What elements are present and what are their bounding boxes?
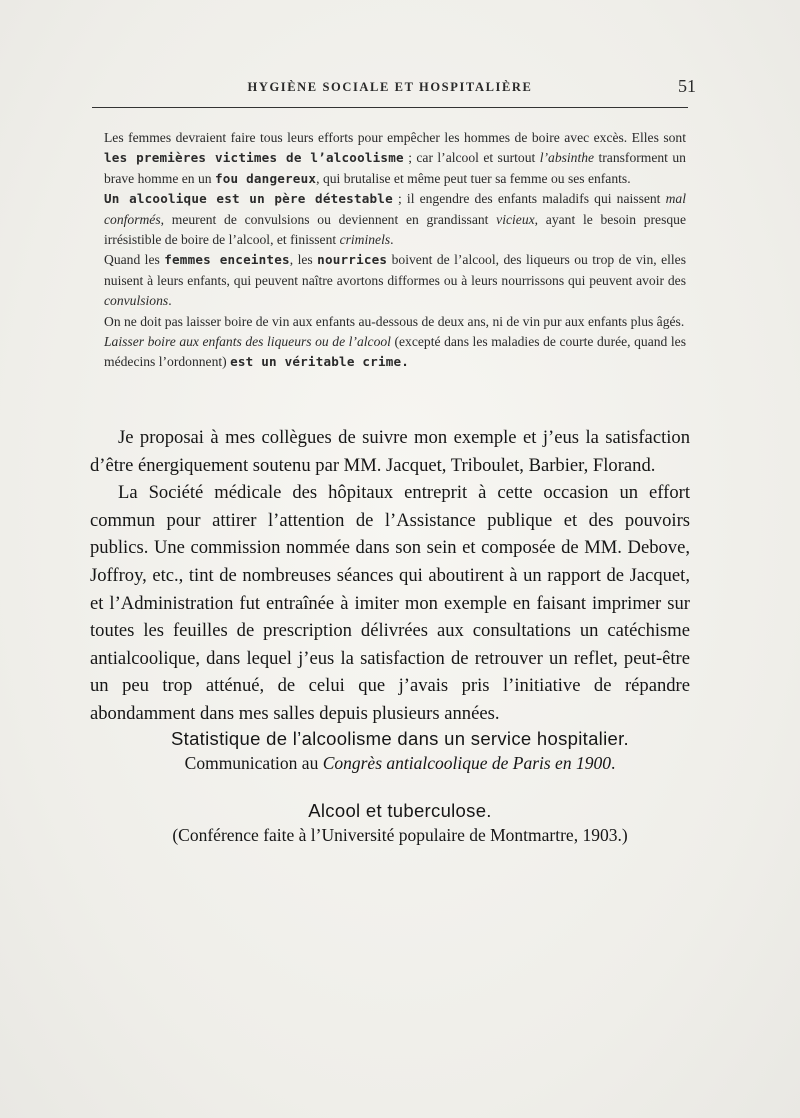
section-alcool-tuberculose	[60, 800, 740, 846]
catechism-paragraph-2: Un alcoolique est un père détestable ; il engendre des enfants maladifs qui naissent mal conformés, meurent de convulsions ou deviennent en grandissant vicieux, ayant le besoin presque irrésistible de boire de l’alcool, et finissent criminels.	[104, 191, 686, 248]
page-number: 51	[678, 76, 696, 96]
body-paragraph-1: Je proposai à mes collègues de suivre mon exemple et j’eus la satisfaction d’être énergiquement soutenu par MM. Jacquet, Triboulet, Barbier, Florand.	[90, 427, 690, 476]
section-subtitle: (Conférence faite à l’Université populaire de Montmartre, 1903.)	[172, 825, 628, 845]
section-statistique	[60, 728, 740, 774]
running-title: HYGIÈNE SOCIALE ET HOSPITALIÈRE	[247, 80, 533, 94]
catechism-paragraph-5: Laisser boire aux enfants des liqueurs ou de l’alcool (excepté dans les maladies de courte durée, quand les médecins l’ordonnent) est un véritable crime.	[104, 334, 686, 370]
section-title: Alcool et tuberculose.	[308, 800, 492, 821]
catechism-paragraph-3: Quand les femmes enceintes, les nourrices boivent de l’alcool, des liqueurs ou trop de vin, elles nuisent à leurs enfants, qui peuvent naître avortons difformes ou à leurs nourrissons qui peuvent avoir des convulsions.	[104, 252, 687, 309]
body-paragraph-2: La Société médicale des hôpitaux entreprit à cette occasion un effort commun pour attirer l’attention de l’Assistance publique et des pouvoirs publics. Une commission nommée dans son sein et composée de MM. Debove, Joffroy, etc., tint de nombreuses séances qui aboutirent à un rapport de Jacquet, et l’Administration fut entraînée à imiter mon exemple en faisant imprimer sur toutes les feuilles de prescription délivrées aux consultations un catéchisme antialcoolique, dans lequel j’eus la satisfaction de retrouver un reflet, peut-être un peu trop atténué, de celui que j’avais pris l’initiative de répandre abondamment dans mes salles depuis plusieurs années.	[90, 482, 690, 724]
catechism-paragraph-1: Les femmes devraient faire tous leurs efforts pour empêcher les hommes de boire avec excès. Elles sont les premières victimes de l’alcoolisme ; car l’alcool et surtout l’absinthe transforment un brave homme en un fou dangereux, qui brutalise et même peut tuer sa femme ou ses enfants.	[104, 130, 686, 186]
body-text	[90, 424, 690, 728]
catechism-paragraph-4: On ne doit pas laisser boire de vin aux enfants au-dessous de deux ans, ni de vin pur aux enfants plus âgés.	[104, 313, 685, 329]
header-rule	[92, 107, 688, 108]
section-title: Statistique de l’alcoolisme dans un service hospitalier.	[171, 728, 629, 749]
section-subtitle: Communication au Congrès antialcoolique de Paris en 1900.	[184, 753, 616, 773]
catechism-block	[104, 128, 686, 373]
running-head	[92, 76, 696, 106]
